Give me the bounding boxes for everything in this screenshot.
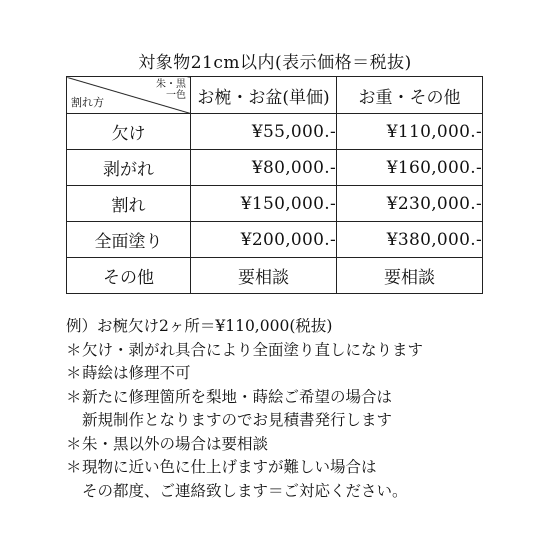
note-text: 蒔絵は修理不可	[82, 364, 191, 382]
price-other: ¥380,000.-	[337, 222, 483, 258]
note-continuation	[66, 409, 536, 433]
price-other: ¥110,000.-	[337, 114, 483, 150]
note-item	[66, 362, 536, 386]
row-label: 全面塗り	[67, 222, 191, 258]
note-text: 現物に近い色に仕上げますが難しい場合は	[82, 458, 377, 476]
asterisk-bullet-icon: ＊	[66, 458, 82, 476]
corner-single-color-text: 一色	[166, 90, 186, 101]
asterisk-bullet-icon: ＊	[66, 340, 82, 359]
note-text: 新規制作となりますのでお見積書発行します	[82, 411, 393, 429]
row-label: 剥がれ	[67, 150, 191, 186]
corner-color-label	[156, 79, 186, 101]
corner-damage-label: 割れ方	[71, 96, 104, 109]
note-text: その都度、ご連絡致します＝ご対応ください。	[82, 481, 408, 500]
asterisk-bullet-icon: ＊	[66, 364, 82, 382]
header-row	[67, 77, 483, 114]
row-label: 欠け	[67, 114, 191, 150]
table-row	[67, 186, 483, 222]
note-item	[66, 339, 536, 363]
table-title: 対象物21cm以内(表示価格＝税抜)	[138, 53, 412, 73]
table-row	[67, 150, 483, 186]
price-bowl: ¥55,000.-	[191, 114, 337, 150]
example-text: 例）お椀欠け2ヶ所＝¥110,000(税抜)	[66, 317, 333, 335]
example-note	[66, 315, 536, 339]
price-other: 要相談	[337, 258, 483, 294]
price-bowl: ¥200,000.-	[191, 222, 337, 258]
price-bowl: ¥150,000.-	[191, 186, 337, 222]
corner-header	[67, 77, 191, 114]
column-header-bowl: お椀・お盆(単価)	[191, 77, 337, 114]
corner-color-text: 朱・黒	[156, 79, 186, 90]
price-bowl: ¥80,000.-	[191, 150, 337, 186]
row-label: その他	[67, 258, 191, 294]
note-item	[66, 386, 536, 410]
note-text: 欠け・剥がれ具合により全面塗り直しになります	[82, 340, 424, 359]
note-item	[66, 433, 536, 457]
table-row	[67, 114, 483, 150]
note-text: 新たに修理箇所を梨地・蒔絵ご希望の場合は	[82, 387, 393, 406]
price-other: ¥230,000.-	[337, 186, 483, 222]
table-row	[67, 258, 483, 294]
price-other: ¥160,000.-	[337, 150, 483, 186]
table-row	[67, 222, 483, 258]
row-label: 割れ	[67, 186, 191, 222]
note-text: 朱・黒以外の場合は要相談	[82, 434, 269, 453]
notes-section	[66, 315, 536, 503]
price-bowl: 要相談	[191, 258, 337, 294]
price-table	[66, 76, 483, 294]
asterisk-bullet-icon: ＊	[66, 387, 82, 406]
asterisk-bullet-icon: ＊	[66, 434, 82, 453]
column-header-other: お重・その他	[337, 77, 483, 114]
note-item	[66, 456, 536, 480]
note-continuation	[66, 480, 536, 504]
